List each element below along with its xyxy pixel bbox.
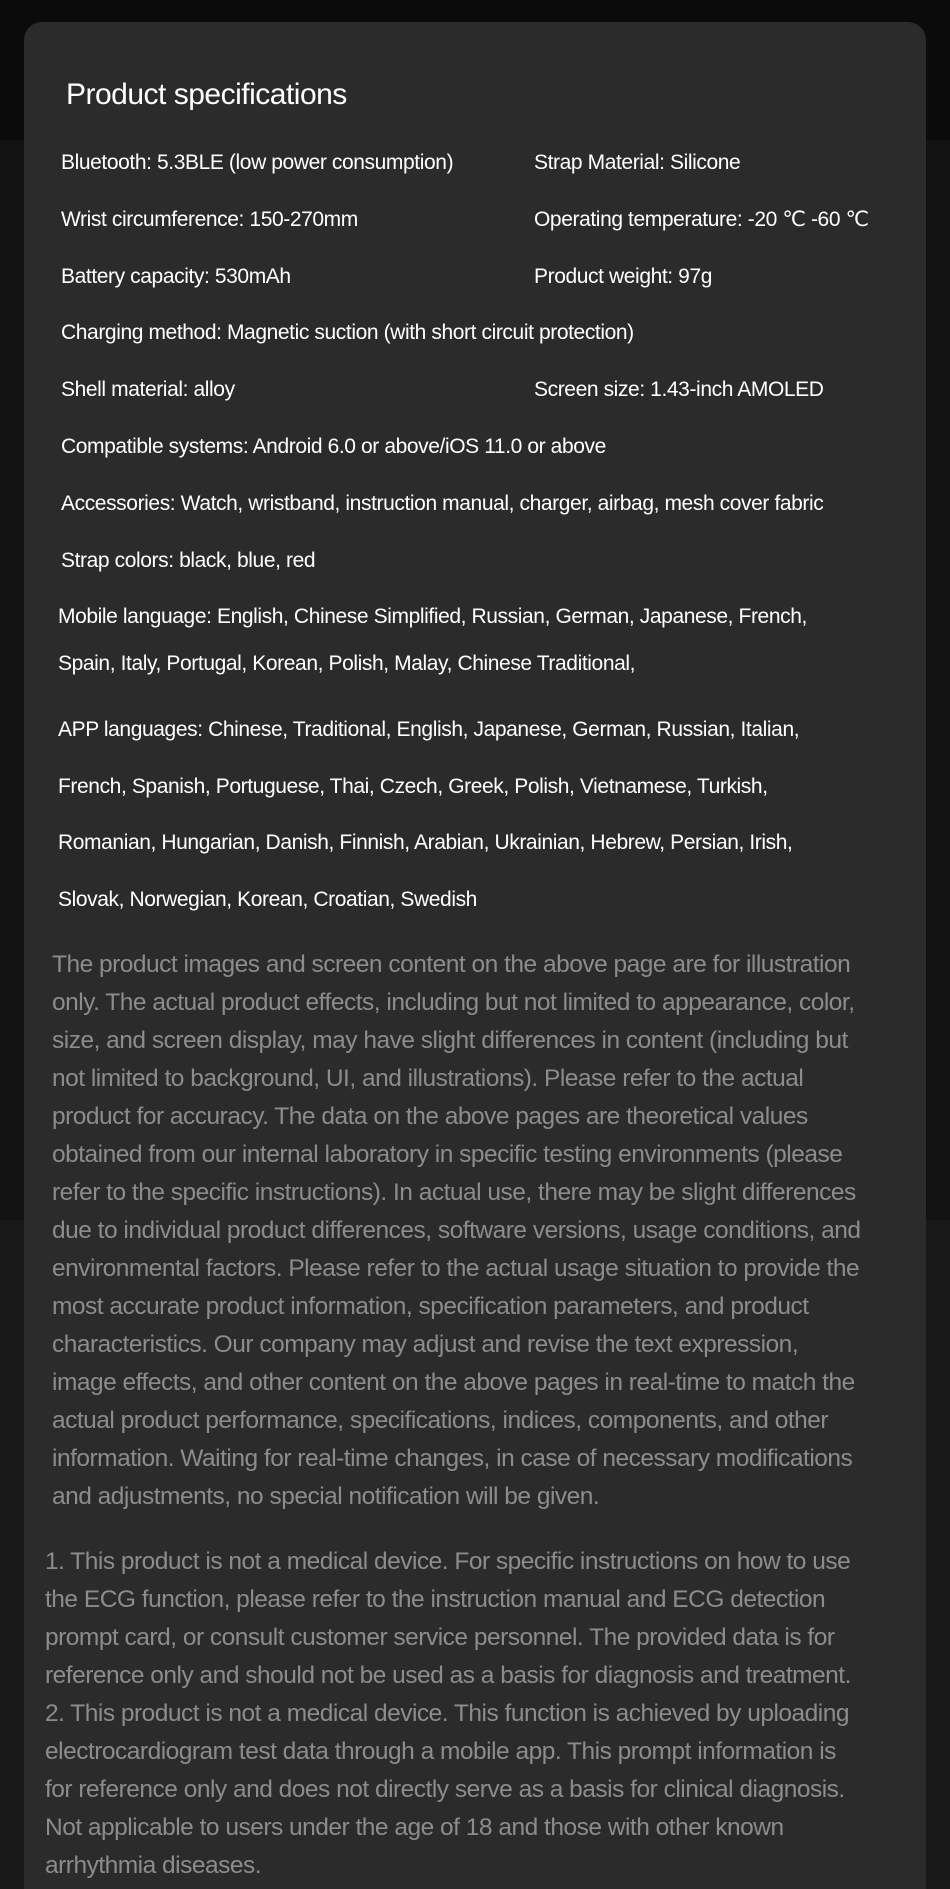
spec-app-languages-line: French, Spanish, Portuguese, Thai, Czech, Greek, Polish, Vietnamese, Turkish, [58,775,768,798]
illustration-disclaimer [52,946,861,1516]
disclaimer-line: The product images and screen content on the above page are for illustration [52,951,851,978]
disclaimer-line: only. The actual product effects, including but not limited to appearance, color, [52,989,855,1016]
disclaimer-line: due to individual product differences, software versions, usage conditions, and [52,1217,861,1244]
spec-operating-temperature: Operating temperature: -20 ℃ -60 ℃ [534,208,869,231]
notice-line: electrocardiogram test data through a mobile app. This prompt information is [45,1738,836,1765]
disclaimer-line: characteristics. Our company may adjust and revise the text expression, [52,1331,799,1358]
spec-compatible-systems: Compatible systems: Android 6.0 or above/iOS 11.0 or above [61,435,606,458]
spec-mobile-language-line: Spain, Italy, Portugal, Korean, Polish, Malay, Chinese Traditional, [58,652,636,675]
disclaimer-line: size, and screen display, may have slight differences in content (including but [52,1027,848,1054]
spec-app-languages-line: APP languages: Chinese, Traditional, English, Japanese, German, Russian, Italian, [58,718,800,741]
disclaimer-line: most accurate product information, specification parameters, and product [52,1293,809,1320]
spec-app-languages-line: Slovak, Norwegian, Korean, Croatian, Swedish [58,888,477,911]
spec-shell-material: Shell material: alloy [61,378,235,401]
spec-strap-material: Strap Material: Silicone [534,151,741,174]
disclaimer-line: environmental factors. Please refer to the actual usage situation to provide the [52,1255,860,1282]
spec-app-languages-line: Romanian, Hungarian, Danish, Finnish, Arabian, Ukrainian, Hebrew, Persian, Irish, [58,831,793,854]
disclaimer-line: refer to the specific instructions). In actual use, there may be slight differences [52,1179,856,1206]
notice-line: the ECG function, please refer to the instruction manual and ECG detection [45,1586,826,1613]
spec-mobile-language-line: Mobile language: English, Chinese Simplified, Russian, German, Japanese, French, [58,605,807,628]
spec-screen-size: Screen size: 1.43-inch AMOLED [534,378,824,401]
spec-strap-colors: Strap colors: black, blue, red [61,549,316,572]
disclaimer-line: and adjustments, no special notification will be given. [52,1483,600,1510]
disclaimer-line: not limited to background, UI, and illustrations). Please refer to the actual [52,1065,804,1092]
spec-battery-capacity: Battery capacity: 530mAh [61,265,291,288]
disclaimer-line: obtained from our internal laboratory in specific testing environments (please [52,1141,843,1168]
disclaimer-line: product for accuracy. The data on the above pages are theoretical values [52,1103,808,1130]
notice-line: Not applicable to users under the age of 18 and those with other known [45,1814,784,1841]
disclaimer-line: actual product performance, specifications, indices, components, and other [52,1407,829,1434]
notice-line: reference only and should not be used as a basis for diagnosis and treatment. [45,1662,851,1689]
spec-bluetooth: Bluetooth: 5.3BLE (low power consumption) [61,151,454,174]
spec-accessories: Accessories: Watch, wristband, instruction manual, charger, airbag, mesh cover fabric [61,492,824,515]
notice-line: 2. This product is not a medical device. This function is achieved by uploading [45,1700,849,1727]
disclaimer-line: image effects, and other content on the above pages in real-time to match the [52,1369,855,1396]
section-title: Product specifications [66,78,347,111]
disclaimer-line: information. Waiting for real-time changes, in case of necessary modifications [52,1445,853,1472]
spec-wrist-circumference: Wrist circumference: 150-270mm [61,208,358,231]
notice-line: prompt card, or consult customer service personnel. The provided data is for [45,1624,835,1651]
notice-line: for reference only and does not directly serve as a basis for clinical diagnosis. [45,1776,845,1803]
spec-charging-method: Charging method: Magnetic suction (with short circuit protection) [61,321,634,344]
notice-line: arrhythmia diseases. [45,1852,262,1879]
notice-line: 1. This product is not a medical device. For specific instructions on how to use [45,1548,851,1575]
medical-device-notice [45,1543,851,1885]
spec-product-weight: Product weight: 97g [534,265,713,288]
